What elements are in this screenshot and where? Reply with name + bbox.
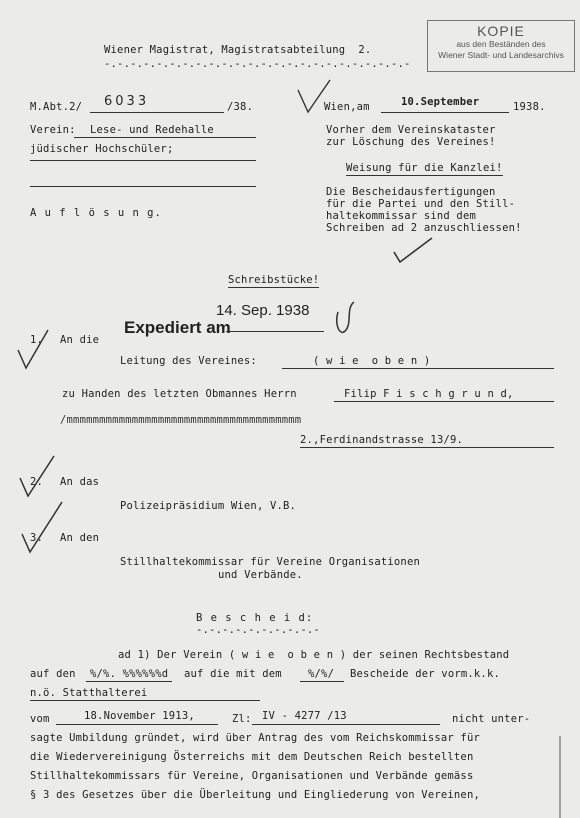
stamp-line1: aus den Beständen des (456, 39, 546, 49)
checkmark-r2 (20, 456, 54, 496)
note-instr3: haltekommissar sind dem (326, 210, 476, 222)
note-line2: zur Löschung des Vereines! (326, 136, 496, 148)
r2-to: An das (60, 476, 100, 488)
note-instr4: Schreiben ad 2 anzuschliessen! (326, 222, 522, 234)
r3-number: 3. (30, 532, 44, 544)
subject: A u f l ö s u n g. (30, 207, 162, 219)
r1-to: An die (60, 334, 100, 346)
header-authority: Wiener Magistrat, Magistratsabteilung 2. (104, 44, 372, 56)
bescheid-p4-date: 18.November 1913, (84, 710, 195, 722)
bescheid-p3: n.ö. Statthalterei (30, 687, 148, 699)
verein-label: Verein: (30, 124, 76, 136)
r1-struck: /mmmmmmmmmmmmmmmmmmmmmmmmmmmmmmmmmmmm (60, 414, 302, 426)
expedited-date-stamp: 14. Sep. 1938 (216, 302, 310, 319)
checkmark-r1 (18, 330, 48, 368)
ref-year: /38. (227, 101, 254, 113)
r1-address: 2.,Ferdinandstrasse 13/9. (300, 434, 464, 446)
r3-name2: und Verbände. (218, 569, 303, 581)
bescheid-p2-b: %/%. %%%%%%d (90, 668, 169, 680)
r1-line: Leitung des Vereines: (120, 355, 257, 367)
bescheid-p4-zl: Zl: (232, 713, 252, 725)
bescheid-p4-num: IV - 4277 /13 (262, 710, 347, 722)
r2-number: 2. (30, 476, 44, 488)
expedited-label: Expediert am (124, 318, 231, 337)
stamp-title: KOPIE (477, 23, 525, 39)
bescheid-p1: ad 1) Der Verein ( w i e o b e n ) der seinen Rechtsbestand (118, 649, 510, 661)
initials-mark (337, 302, 354, 332)
place: Wien,am (324, 101, 370, 113)
note-instr1: Die Bescheidausfertigungen (326, 186, 496, 198)
bescheid-p2-e: Bescheide der vorm.k.k. (350, 668, 500, 680)
r2-name: Polizeipräsidium Wien, V.B. (120, 500, 297, 512)
stamp-line2: Wiener Stadt- und Landesarchivs (438, 50, 564, 60)
bescheid-p2-d: %/%/ (308, 668, 335, 680)
bescheid-p8: § 3 des Gesetzes über die Überleitung und Eingliederung von Vereinen, (30, 789, 480, 801)
checkmark-r3 (22, 502, 62, 552)
schreibstuecke: Schreibstücke! (228, 274, 320, 286)
ref-number: 6033 (104, 94, 150, 109)
r1-hands: zu Handen des letzten Obmannes Herrn (62, 388, 297, 400)
bescheid-p4-a: vom (30, 713, 50, 725)
r3-name1: Stillhaltekommissar für Vereine Organisationen (120, 556, 420, 568)
r3-to: An den (60, 532, 100, 544)
bescheid-p2-c: auf die mit dem (184, 668, 282, 680)
bescheid-rule: -.-.-.-.-.-.-.-.-.- (196, 624, 320, 636)
bescheid-p5: sagte Umbildung gründet, wird über Antrag des vom Reichskommissar für (30, 732, 480, 744)
year: 1938. (513, 101, 546, 113)
date: 10.September (401, 96, 480, 108)
note-instr2: für die Partei und den Still- (326, 198, 516, 210)
bescheid-title: B e s c h e i d: (196, 612, 314, 624)
verein-line1: Lese- und Redehalle (90, 124, 214, 136)
verein-line2: jüdischer Hochschüler; (30, 143, 174, 155)
ref-prefix: M.Abt.2/ (30, 101, 83, 113)
checkmark-date (298, 80, 330, 112)
r1-number: 1. (30, 334, 44, 346)
checkmark-notes (394, 238, 432, 262)
r1-name: Filip F i s c h g r u n d, (344, 388, 514, 400)
r1-paren: ( w i e o b e n ) (313, 355, 431, 367)
note-line1: Vorher dem Vereinskataster (326, 124, 496, 136)
bescheid-p4-b: nicht unter- (452, 713, 531, 725)
bescheid-p6: die Wiedervereinigung Österreichs mit dem Deutschen Reich bestellten (30, 751, 474, 763)
note-weisung: Weisung für die Kanzlei! (346, 162, 503, 174)
bescheid-p7: Stillhaltekommissars für Vereine, Organisationen und Verbände gemäss (30, 770, 474, 782)
bescheid-p2-a: auf den (30, 668, 76, 680)
header-rule: -.-.-.-.-.-.-.-.-.-.-.-.-.-.-.-.-.-.-.-.-.-.-.- (104, 58, 411, 70)
